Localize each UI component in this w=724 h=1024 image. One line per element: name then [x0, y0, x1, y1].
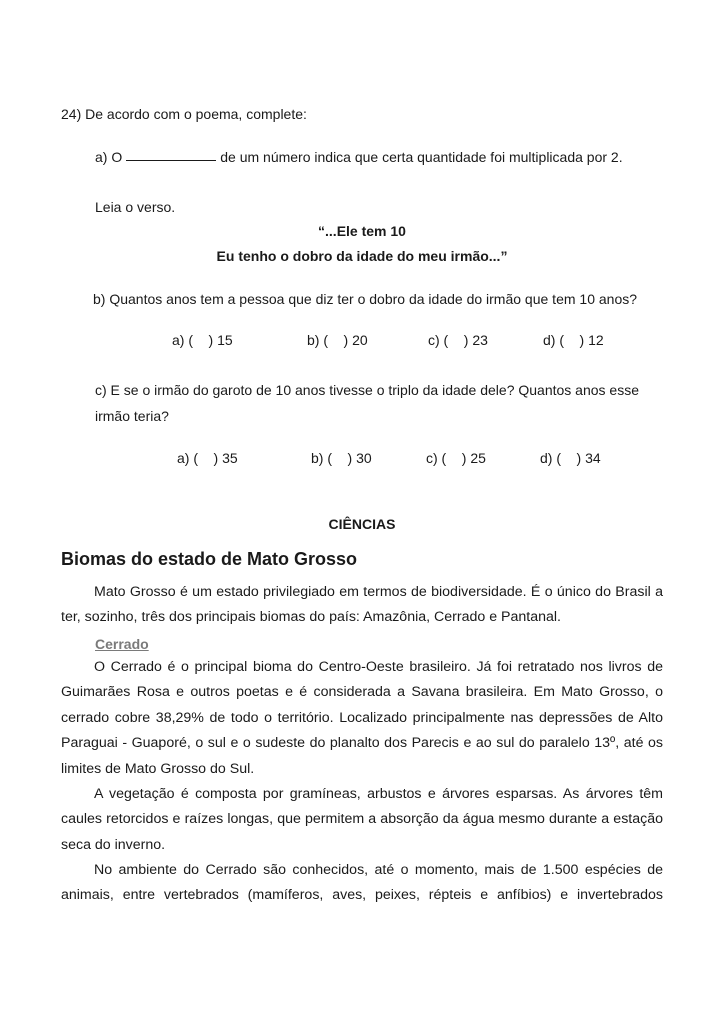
cerrado-paragraph-2-text: A vegetação é composta por gramíneas, arbustos e árvores esparsas. As árvores têm caules retorcidos e raízes longas, que permitem a absorção da água mesmo durante a estação seca do inverno.	[61, 786, 663, 853]
verse-line-1: “...Ele tem 10	[318, 223, 406, 239]
intro-text: Mato Grosso é um estado privilegiado em termos de biodiversidade. É o único do Brasil a ter, sozinho, três dos principais biomas do país: Amazônia, Cerrado e Pantanal.	[61, 584, 663, 626]
section-label-ciencias: CIÊNCIAS	[328, 516, 396, 532]
cerrado-paragraph-1-text: O Cerrado é o principal bioma do Centro-Oeste brasileiro. Já foi retratado nos livros de Guimarães Rosa e outros poetas e é considerada a Savana brasileira. Em Mato Grosso, o cerrado cobre 38,29% de todo o território. Localizado principalmente nas depressões de Alto Paraguai - Guaporé, o sul e o sudeste do planalto dos Parecis e ao sul do paralelo 13º, até os limites de Mato Grosso do Sul.	[61, 659, 663, 777]
intro-paragraph	[61, 580, 663, 631]
question-24-title: 24) De acordo com o poema, complete:	[61, 106, 307, 122]
fill-in-blank[interactable]	[126, 160, 216, 161]
question-24a-suffix: de um número indica que certa quantidade foi multiplicada por 2.	[220, 149, 623, 165]
subheading-cerrado: Cerrado	[95, 636, 149, 652]
option-24b-d[interactable]: d) ( ) 12	[543, 332, 604, 348]
question-24b: b) Quantos anos tem a pessoa que diz ter o dobro da idade do irmão que tem 10 anos?	[93, 291, 638, 307]
question-24a	[95, 150, 623, 164]
cerrado-paragraph-2	[61, 782, 663, 858]
question-24c-line-1: c) E se o irmão do garoto de 10 anos tivesse o triplo da idade dele? Quantos anos esse	[95, 382, 640, 398]
question-24c-line-2: irmão teria?	[95, 408, 169, 424]
option-24b-a[interactable]: a) ( ) 15	[172, 332, 233, 348]
section-heading: Biomas do estado de Mato Grosso	[61, 549, 358, 569]
read-prompt: Leia o verso.	[95, 199, 176, 215]
option-24c-d[interactable]: d) ( ) 34	[540, 450, 601, 466]
option-24c-c[interactable]: c) ( ) 25	[426, 450, 486, 466]
option-24b-c[interactable]: c) ( ) 23	[428, 332, 488, 348]
verse-line-2: Eu tenho o dobro da idade do meu irmão...”	[216, 248, 508, 264]
question-24a-prefix: a) O	[95, 149, 123, 165]
cerrado-paragraph-3-text: No ambiente do Cerrado são conhecidos, até o momento, mais de 1.500 espécies de animais, entre vertebrados (mamíferos, aves, peixes, répteis e anfíbios) e invertebrados	[61, 862, 663, 904]
cerrado-paragraph-3	[61, 858, 663, 909]
option-24c-b[interactable]: b) ( ) 30	[311, 450, 372, 466]
option-24b-b[interactable]: b) ( ) 20	[307, 332, 368, 348]
cerrado-paragraph-1	[61, 655, 663, 782]
option-24c-a[interactable]: a) ( ) 35	[177, 450, 238, 466]
